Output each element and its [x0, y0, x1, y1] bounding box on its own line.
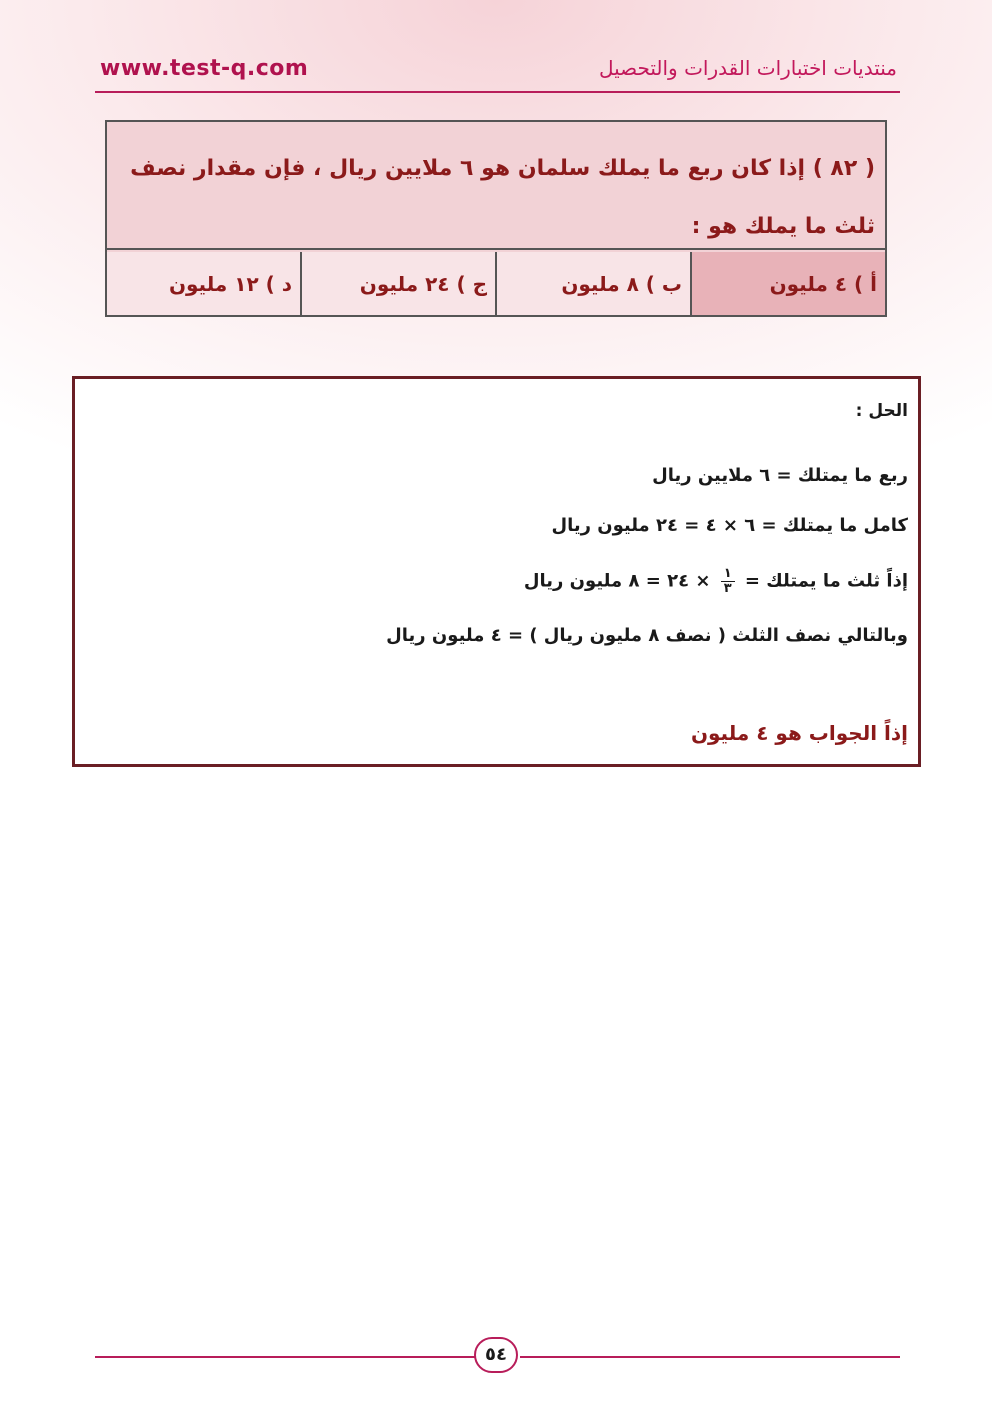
solution-line-3 — [524, 567, 908, 596]
header-title: منتديات اختبارات القدرات والتحصيل — [598, 56, 897, 80]
fraction-numerator: ١ — [721, 567, 735, 582]
solution-line-2: كامل ما يمتلك = ٦ × ٤ = ٢٤ مليون ريال — [551, 515, 908, 536]
header-divider — [95, 91, 900, 93]
options-row — [107, 252, 885, 315]
fraction-denominator: ٣ — [723, 581, 732, 596]
final-answer: إذاً الجواب هو ٤ مليون — [690, 721, 908, 745]
page-number: ٥٤ — [474, 1337, 518, 1373]
solution-line-3-suffix: × ٢٤ = ٨ مليون ريال — [523, 570, 711, 592]
footer-divider-left — [95, 1356, 475, 1358]
question-table — [105, 120, 887, 317]
one-third-fraction — [721, 567, 735, 596]
footer-divider-right — [520, 1356, 900, 1358]
question-text: ( ٨٢ ) إذا كان ربع ما يملك سلمان هو ٦ ملايين ريال ، فإن مقدار نصف ثلث ما يملك هو : — [107, 122, 885, 250]
solution-line-3-prefix: إذاً ثلث ما يمتلك = — [744, 570, 908, 592]
solution-line-4: وبالتالي نصف الثلث ( نصف ٨ مليون ريال ) = ٤ مليون ريال — [386, 625, 908, 646]
solution-line-1: ربع ما يمتلك = ٦ ملايين ريال — [652, 465, 908, 486]
option-a[interactable]: أ ) ٤ مليون — [690, 252, 885, 315]
site-url[interactable]: www.test-q.com — [100, 56, 309, 81]
option-d[interactable]: د ) ١٢ مليون — [107, 252, 300, 315]
option-b[interactable]: ب ) ٨ مليون — [495, 252, 690, 315]
option-c[interactable]: ج ) ٢٤ مليون — [300, 252, 495, 315]
solution-box — [72, 376, 921, 767]
solution-heading: الحل : — [855, 401, 908, 421]
